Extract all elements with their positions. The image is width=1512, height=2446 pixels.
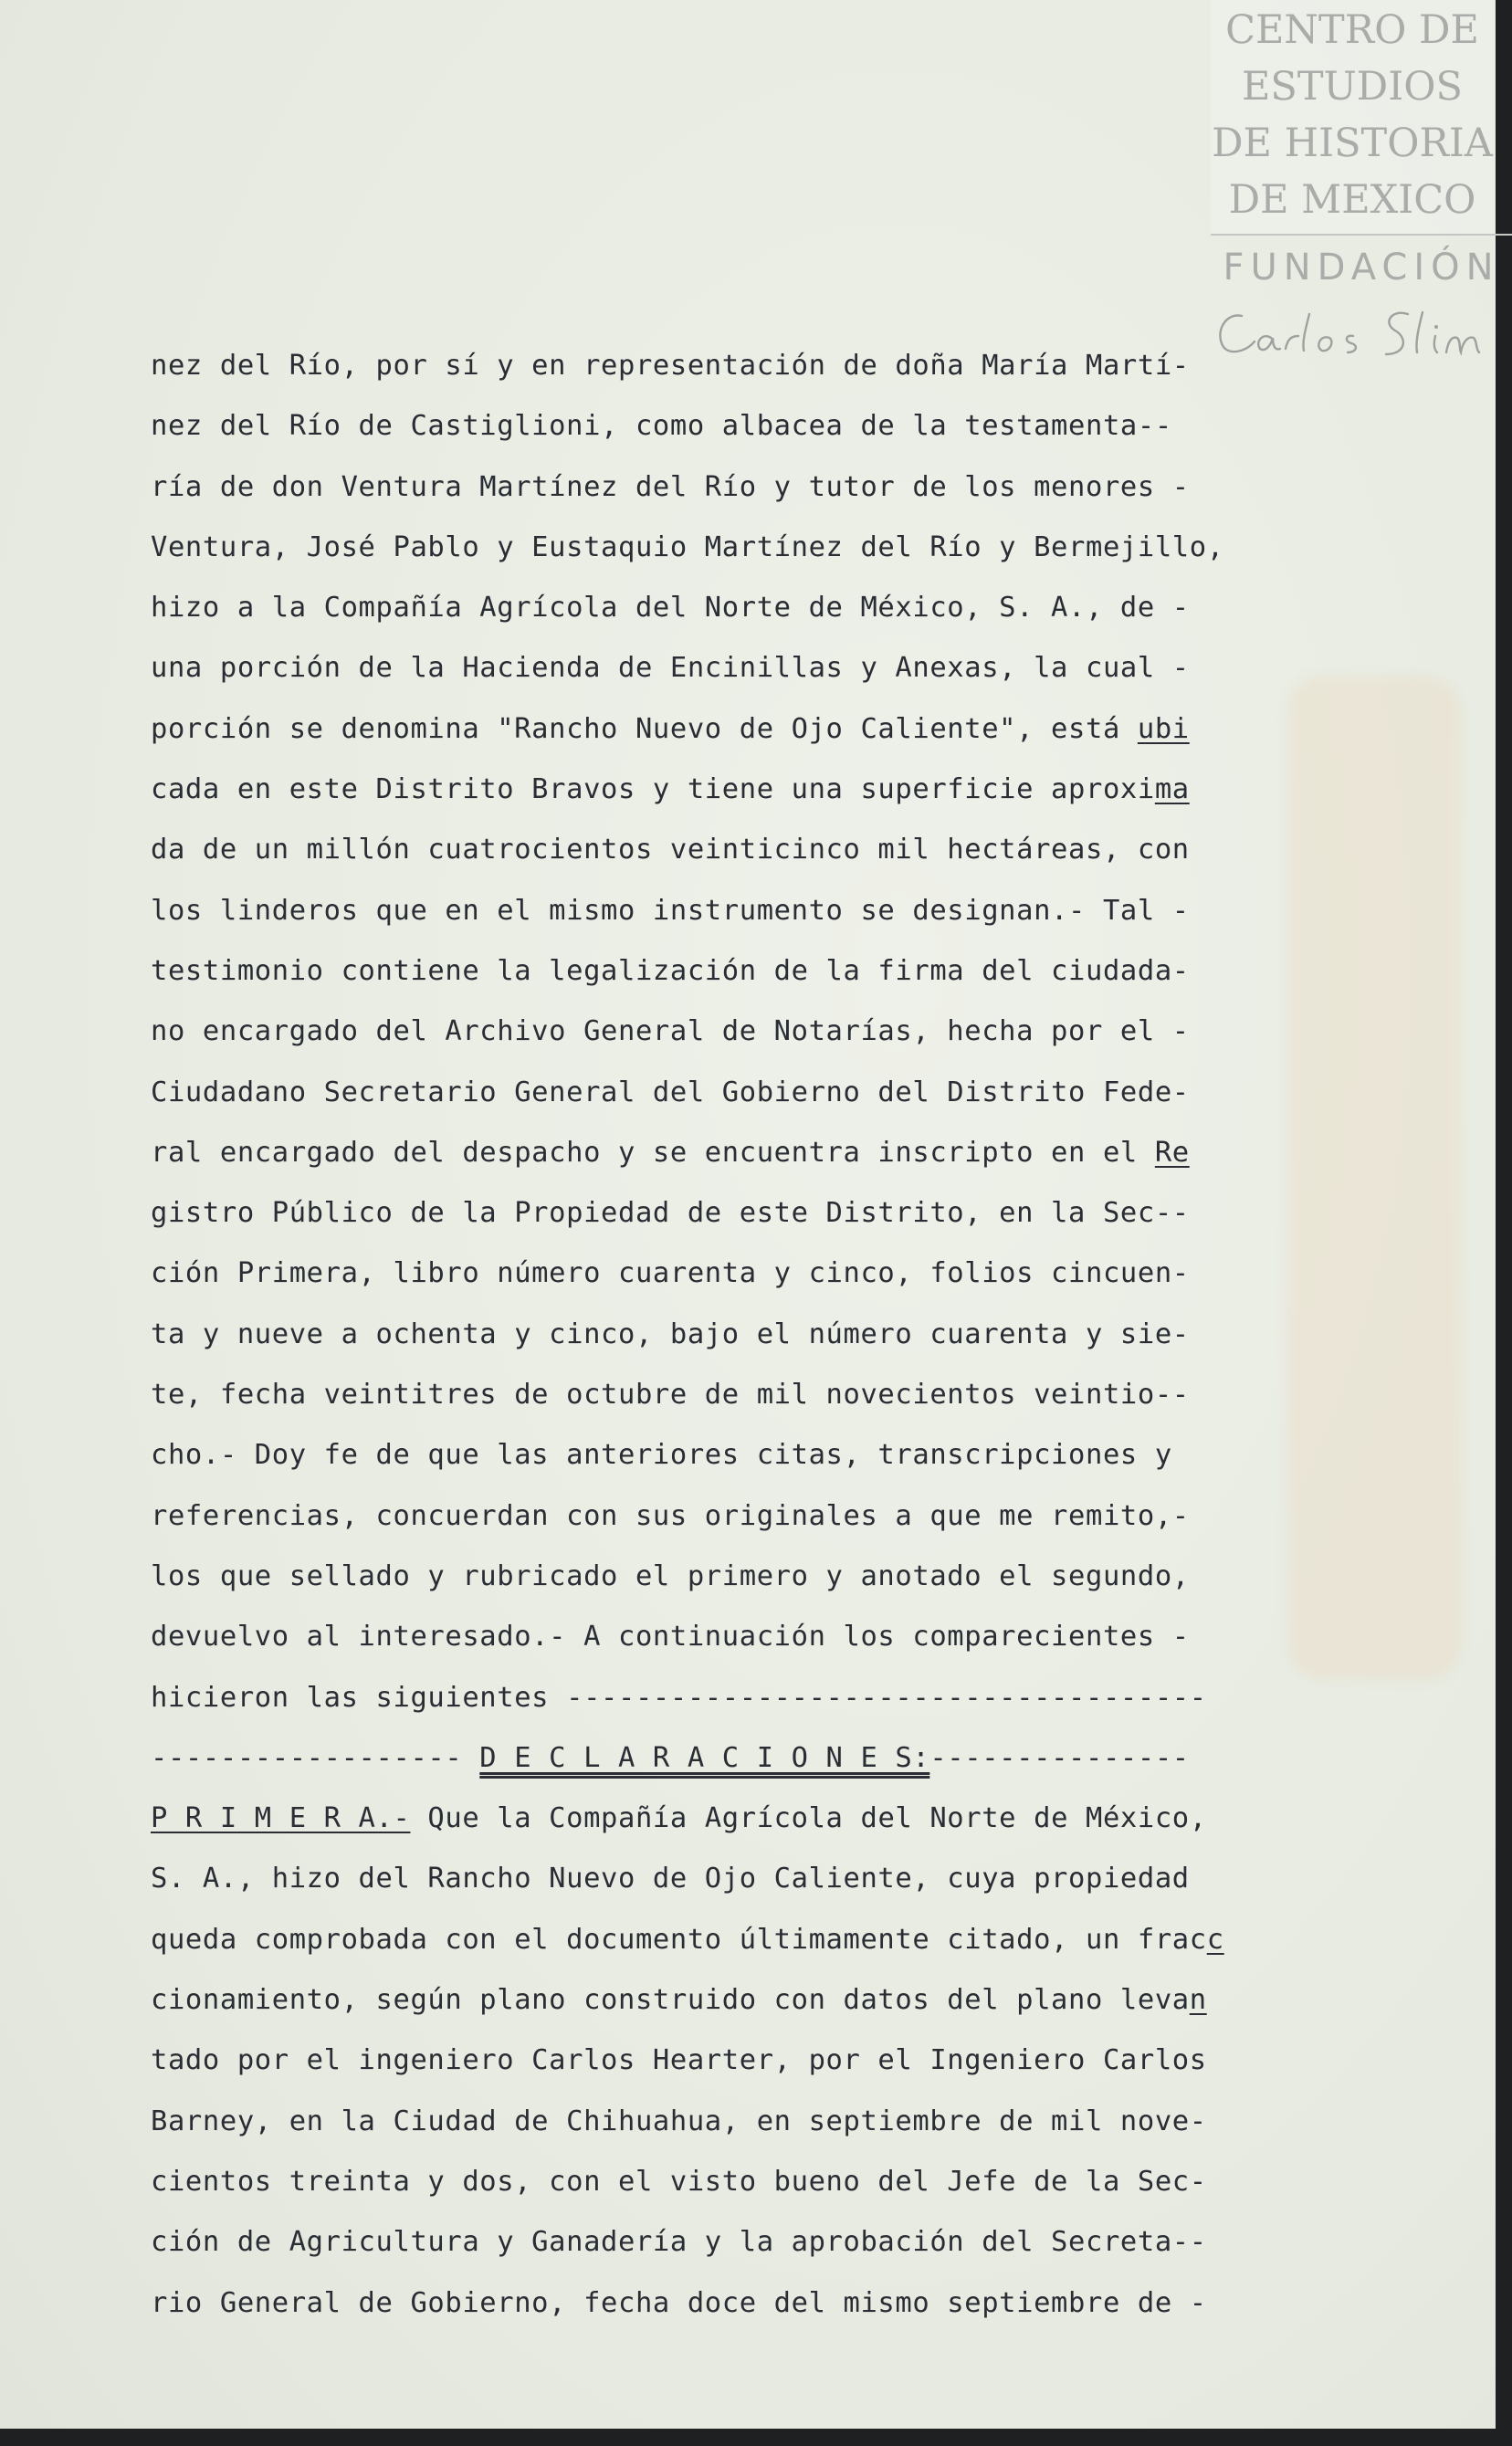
line-text: cientos treinta y dos, con el visto bueno del Jefe de la Sec- [151, 2165, 1207, 2198]
underlined-text: ma [1154, 773, 1190, 806]
text-line [151, 760, 1301, 820]
underlined-text: n [1189, 1984, 1207, 2017]
line-text: queda comprobada con el documento últimamente citado, un frac [151, 1923, 1207, 1956]
document-body [151, 336, 1301, 2334]
line-text: Ciudadano Secretario General del Gobierno del Distrito Fede- [151, 1076, 1190, 1108]
archive-watermark [1211, 0, 1512, 383]
line-text: Barney, en la Ciudad de Chihuahua, en septiembre de mil nove- [151, 2105, 1207, 2137]
underlined-text: Re [1154, 1136, 1190, 1169]
line-text: Ventura, José Pablo y Eustaquio Martínez del Río y Bermejillo, [151, 530, 1224, 563]
text-line [151, 1002, 1301, 1062]
text-line [151, 1668, 1301, 1728]
line-text: te, fecha veintitres de octubre de mil novecientos veintio-- [151, 1379, 1190, 1412]
text-line [151, 1063, 1301, 1123]
line-text: cionamiento, según plano construido con datos del plano leva [151, 1984, 1190, 2017]
text-line [151, 941, 1301, 1002]
line-text: Que la Compañía Agrícola del Norte de México, [410, 1802, 1207, 1835]
text-line [151, 1547, 1301, 1607]
line-text: tado por el ingeniero Carlos Hearter, por el Ingeniero Carlos [151, 2044, 1207, 2077]
line-text: ------------------ [151, 1741, 480, 1774]
text-line [151, 1425, 1301, 1485]
text-line [151, 1849, 1301, 1909]
text-line [151, 336, 1301, 396]
line-text: devuelvo al interesado.- A continuación los comparecientes - [151, 1621, 1190, 1653]
text-line [151, 396, 1301, 457]
line-text: los que sellado y rubricado el primero y anotado el segundo, [151, 1559, 1190, 1592]
text-line [151, 1123, 1301, 1183]
line-text: los linderos que en el mismo instrumento se designan.- Tal - [151, 894, 1190, 927]
text-line [151, 1365, 1301, 1425]
text-line [151, 1970, 1301, 2031]
text-line [151, 820, 1301, 880]
watermark-divider [1211, 234, 1512, 236]
watermark-line: CENTRO DE [1225, 7, 1479, 53]
underlined-text: P R I M E R A.- [151, 1802, 411, 1835]
line-text: nez del Río de Castiglioni, como albacea de la testamenta-- [151, 410, 1172, 443]
text-line [151, 1728, 1301, 1789]
watermark-line: DE MEXICO [1228, 177, 1476, 223]
text-line [151, 578, 1301, 638]
text-line [151, 2031, 1301, 2091]
line-text: rio General de Gobierno, fecha doce del mismo septiembre de - [151, 2286, 1207, 2319]
text-line [151, 2092, 1301, 2152]
text-line [151, 2212, 1301, 2273]
text-line [151, 1244, 1301, 1304]
watermark-line: DE HISTORIA [1212, 121, 1493, 166]
text-line [151, 638, 1301, 698]
watermark-fundacion: FUNDACIÓN [1223, 247, 1500, 289]
line-text: cho.- Doy fe de que las anteriores citas, transcripciones y [151, 1439, 1172, 1472]
section-heading: D E C L A R A C I O N E S: [479, 1741, 930, 1774]
text-line [151, 1910, 1301, 1970]
text-line [151, 1183, 1301, 1244]
text-line [151, 2273, 1301, 2334]
text-line [151, 699, 1301, 760]
line-text: testimonio contiene la legalización de la firma del ciudada- [151, 954, 1190, 987]
line-text: --------------- [929, 1741, 1190, 1774]
text-line [151, 1607, 1301, 1667]
text-line [151, 457, 1301, 518]
line-text: ral encargado del despacho y se encuentra inscripto en el [151, 1136, 1155, 1169]
line-text: gistro Público de la Propiedad de este Distrito, en la Sec-- [151, 1197, 1190, 1230]
text-line [151, 881, 1301, 941]
text-line [151, 1789, 1301, 1849]
line-text: ta y nueve a ochenta y cinco, bajo el número cuarenta y sie- [151, 1317, 1190, 1350]
underlined-text: c [1206, 1923, 1224, 1956]
line-text: hizo a la Compañía Agrícola del Norte de México, S. A., de - [151, 592, 1190, 625]
line-text: hicieron las siguientes ------------------------------------- [151, 1681, 1207, 1714]
watermark-line: ESTUDIOS [1242, 64, 1463, 110]
line-text: ción de Agricultura y Ganadería y la aprobación del Secreta-- [151, 2226, 1207, 2259]
line-text: ción Primera, libro número cuarenta y cinco, folios cincuen- [151, 1257, 1190, 1290]
line-text: da de un millón cuatrocientos veinticinco mil hectáreas, con [151, 834, 1190, 866]
watermark-organization [1211, 0, 1494, 234]
line-text: porción se denomina "Rancho Nuevo de Ojo Caliente", está [151, 712, 1138, 745]
underlined-text: ubi [1137, 712, 1190, 745]
line-text: cada en este Distrito Bravos y tiene una superficie aproxi [151, 773, 1155, 806]
text-line [151, 1305, 1301, 1365]
paper-stain [1287, 676, 1461, 1680]
line-text: S. A., hizo del Rancho Nuevo de Ojo Caliente, cuya propiedad [151, 1863, 1190, 1895]
line-text: nez del Río, por sí y en representación de doña María Martí- [151, 350, 1190, 382]
line-text: ría de don Ventura Martínez del Río y tutor de los menores - [151, 470, 1190, 503]
line-text: no encargado del Archivo General de Notarías, hecha por el - [151, 1015, 1190, 1048]
line-text: una porción de la Hacienda de Encinillas y Anexas, la cual - [151, 652, 1190, 685]
text-line [151, 1486, 1301, 1547]
line-text: referencias, concuerdan con sus originales a que me remito,- [151, 1499, 1190, 1532]
text-line [151, 518, 1301, 578]
text-line [151, 2152, 1301, 2212]
